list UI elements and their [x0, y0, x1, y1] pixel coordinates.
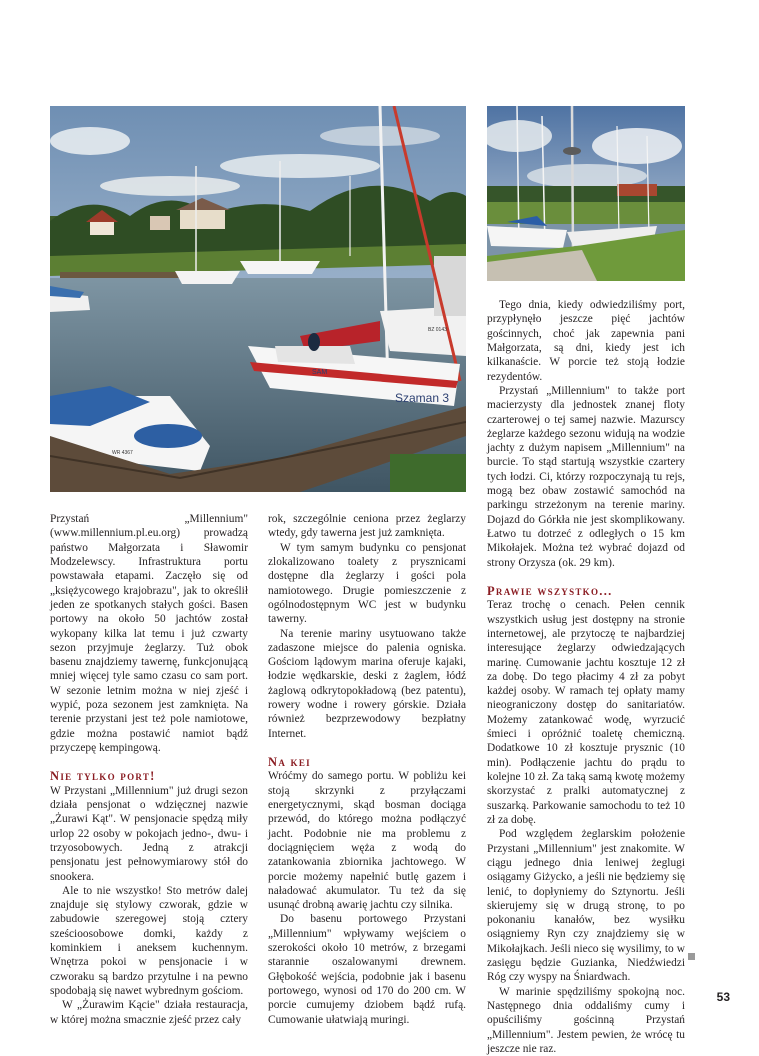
section-heading-nie-tylko-port: Nie tylko port! [50, 769, 156, 784]
article-column-1 [50, 512, 248, 1027]
article-paragraph: Przystań „Millennium" to także port macierzysty dla jednostek znanej floty czarterowej o tej samej nazwie. Mazurscy żeglarze każdego sezonu widują na wodzie jachty z dużym napisem „Millennium" na burcie. To stąd startują wszystkie czartery tych łodzi. Ci, którzy rozpoczynają tu rejs, mogą bez obaw zostawić samochód na parkingu strzeżonym na terenie mariny. Dojazd do Górkła nie jest skomplikowany. Łatwo tu dotrzeć z odległych o 15 km Mikołajek. Można też wybrać dojazd od strony Orzysza (ok. 29 km). [487, 384, 685, 569]
article-paragraph: Do basenu portowego Przystani „Millennium" wpływamy wejściem o szerokości około 10 metrów, z brzegami starannie oszalowanymi drewnem. Głębokość wejścia, podobnie jak i basenu portowego, wynosi od 170 do 200 cm. W porcie cumujemy dziobem bądź rufą. Cumowanie ułatwiają muringi. [268, 913, 466, 1026]
marina-photo-main [50, 106, 466, 492]
article-paragraph: Na terenie mariny usytuowano także zadaszone miejsce do palenia ogniska. Gościom lądowym marina oferuje kajaki, łodzie wędkarskie, deski z żaglem, łódź żaglową odkrytopokładową (bez patentu), rowery wodne i rowery górskie. Działa również bezprzewodowy bezpłatny Internet. [268, 627, 466, 740]
article-end-mark [688, 953, 695, 960]
article-paragraph: W tym samym budynku co pensjonat zlokalizowano toalety z prysznicami dostępne dla żeglarzy i gości pola namiotowego. Drugie pomieszczenie z ogólnodostępnym WC jest w budynku tawerny. [268, 541, 466, 626]
article-paragraph: Ale to nie wszystko! Sto metrów dalej znajduje się stylowy czworak, gdzie w zabudowie szeregowej stoją cztery sześcioosobowe domki, każdy z kominkiem i aneksem kuchennym. Wnętrza pokoi w pensjonacie i w czworaku są bardzo przytulne i na pewno spodobają się nawet wybrednym gościom. [50, 884, 248, 997]
boat-registration-1: BZ 0143 [428, 327, 447, 333]
marina-photo-side [487, 106, 685, 281]
article-paragraph: Teraz trochę o cenach. Pełen cennik wszystkich usług jest dostępny na stronie internetowej, ale przytoczę te najbardziej interesujące żeglarzy odwiedzających marinę. Cumowanie jachtu kosztuje 12 zł za dobę. Do tego płacimy 4 zł za pobyt każdej osoby. W ramach tej opłaty mamy nieograniczony dostęp do sanitariatów. Możemy zatankować wodę, wyrzucić śmieci i opróżnić toaletę chemiczną. Dodatkowe 10 zł kosztuje prysznic (10 min). Podłączenie jachtu do prądu to kolejne 10 zł. Za taką samą kwotę możemy skorzystać z pralki automatycznej z suszarką. Parkowanie samochodu to też 10 zł za dobę. [487, 599, 685, 826]
boat-hull-text: SAM [312, 369, 328, 376]
article-paragraph: rok, szczególnie ceniona przez żeglarzy wtedy, gdy tawerna jest już zamknięta. [268, 513, 466, 540]
article-paragraph: Pod względem żeglarskim położenie Przystani „Millennium" jest znakomite. W ciągu jednego dnia leniwej żeglugi osiągamy Giżycko, a jeśli nie będziemy się lenić, to dopłyniemy do Sztynortu. Jeśli skierujemy się w drugą stronę, to po pokonaniu kanałów, bez wysiłku osiągniemy Ryn czy znajdziemy się w Mikołajkach. Jeśli nieco się wysilimy, to w zasięgu będzie Guzianka, Niedźwiedzi Róg czy wyspy na Śniardwach. [487, 828, 685, 984]
article-paragraph: W „Żurawim Kącie" działa restauracja, w której można smacznie zjeść przez cały [50, 999, 248, 1026]
boat-registration-2: WR 4367 [112, 450, 133, 456]
page-number: 53 [716, 990, 730, 1004]
article-paragraph: W marinie spędziliśmy spokojną noc. Następnego dnia oddaliśmy cumy i opuściliśmy gościnną Przystań „Millennium". Jestem pewien, że wrócę tu jeszcze nie raz. [487, 985, 685, 1055]
article-paragraph: Tego dnia, kiedy odwiedziliśmy port, przypłynęło jeszcze pięć jachtów gościnnych, choć jak zapewnia pani Małgorzata, są dni, kiedy jest ich kilkanaście. W porcie też stoją łodzie rezydentów. [487, 299, 685, 383]
section-heading-na-kei: Na kei [268, 755, 311, 769]
article-column-2 [268, 512, 466, 1027]
boat-name-text: Szaman 3 [395, 391, 450, 405]
article-column-3 [487, 298, 685, 1056]
section-heading-prawie-wszystko: Prawie wszystko... [487, 583, 613, 598]
article-paragraph: Wróćmy do samego portu. W pobliżu kei stoją skrzynki z przyłączami energetycznymi, skąd bosman dociąga przewód, do którego można podłączyć jacht. Podobnie nie ma problemu z dociągnięciem węża z wodą do zatankowania zbiornika jachtowego. W porcie możemy napełnić butlę gazem i naładować akumulator. Tu też da się usunąć drobną awarię jachtu czy silnika. [268, 770, 466, 912]
article-paragraph: Przystań „Millennium" (www.millennium.pl.eu.org) prowadzą państwo Małgorzata i Sławomir Modzelewscy. Infrastruktura portu powstawała etapami. Zaczęło się od „księżycowego krajobrazu", jak to określił jeden ze spotkanych stałych gości. Basen portowy na około 50 jachtów został wykopany kilka lat temu i już czwarty sezon przyjmuje żeglarzy. Tuż obok basenu znajdziemy tawernę, funkcjonującą mniej więcej tyle samo czasu co sam port. W sezonie letnim można w niej zjeść i wypić, poza sezonem jest zamknięta. Na terenie przystani jest też pole namiotowe, gdzie można postawić namiot bądź przyczepę kempingową. [50, 513, 248, 754]
article-paragraph: W Przystani „Millennium" już drugi sezon działa pensjonat o wdzięcznej nazwie „Żurawi Kąt". W pensjonacie spędzą miły urlop 22 osoby w pokojach jedno-, dwu- i trzyosobowych. Jedną z atrakcji pensjonatu jest pełnowymiarowy stół do snookera. [50, 784, 248, 883]
